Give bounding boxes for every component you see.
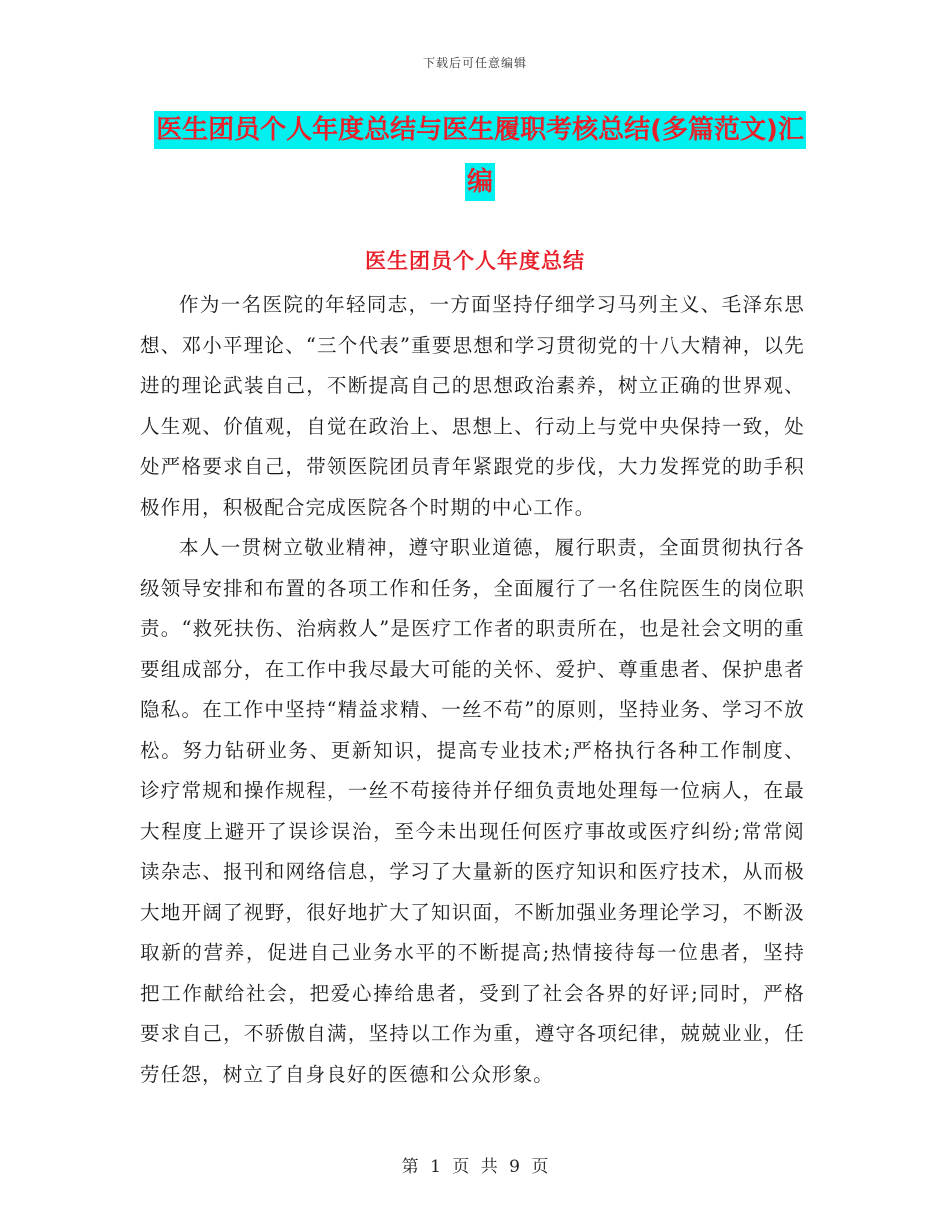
body-paragraph: 作为一名医院的年轻同志，一方面坚持仔细学习马列主义、毛泽东思想、邓小平理论、“三个代表”重要思想和学习贯彻党的十八大精神，以先进的理论武装自己，不断提高自己的思想政治素养，树立正确的世界观、人生观、价值观，自觉在政治上、思想上、行动上与党中央保持一致，处处严格要求自己，带领医院团员青年紧跟党的步伐，大力发挥党的助手积极作用，积极配合完成医院各个时期的中心工作。 (140, 293, 805, 519)
body-paragraph: 本人一贯树立敬业精神，遵守职业道德，履行职责，全面贯彻执行各级领导安排和布置的各项工作和任务，全面履行了一名住院医生的岗位职责。“救死扶伤、治病救人”是医疗工作者的职责所在，也是社会文明的重要组成部分，在工作中我尽最大可能的关怀、爱护、尊重患者、保护患者隐私。在工作中坚持“精益求精、一丝不苟”的原则，坚持业务、学习不放松。努力钻研业务、更新知识，提高专业技术;严格执行各种工作制度、诊疗常规和操作规程，一丝不苟接待并仔细负责地处理每一位病人，在最大程度上避开了误诊误治，至今未出现任何医疗事故或医疗纠纷;常常阅读杂志、报刊和网络信息，学习了大量新的医疗知识和医疗技术，从而极大地开阔了视野，很好地扩大了知识面，不断加强业务理论学习，不断汲取新的营养，促进自己业务水平的不断提高;热情接待每一位患者，坚持把工作献给社会，把爱心捧给患者，受到了社会各界的好评;同时，严格要求自己，不骄傲自满，坚持以工作为重，遵守各项纪律，兢兢业业，任劳任怨，树立了自身良好的医德和公众形象。 (140, 536, 805, 1086)
document-body (140, 285, 805, 1095)
page-number-footer: 第 1 页 共 9 页 (401, 1157, 549, 1177)
document-title-text: 医生团员个人年度总结与医生履职考核总结(多篇范文)汇编 (154, 111, 806, 201)
page-header-note: 下载后可任意编辑 (422, 56, 527, 70)
document-title (150, 104, 810, 208)
section-heading: 医生团员个人年度总结 (365, 249, 585, 273)
